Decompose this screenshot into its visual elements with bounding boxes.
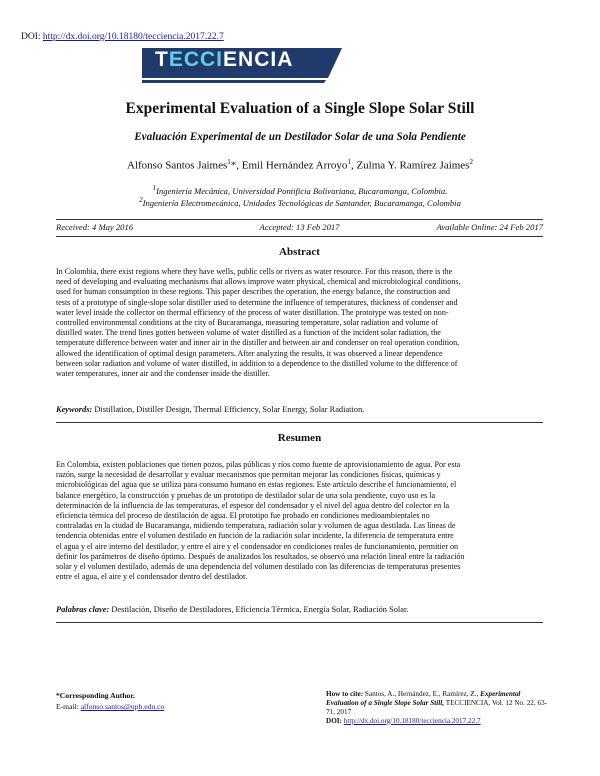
author-email-link[interactable]: alfonso.santos@upb.edu.co bbox=[80, 702, 165, 711]
received-date: Received: 4 May 2016 bbox=[56, 222, 134, 232]
accepted-date: Accepted: 13 Feb 2017 bbox=[259, 222, 340, 232]
abstract-text: In Colombia, there exist regions where they have wells, public cells or rivers as water resource. For this reason, there is the need of developing and evaluating mechanisms that allows improve water physical, chemical and microbiological conditions, used for human consumption in these regions. This paper describes the operation, the energy balance, the construction and tests of a prototype of single-slope solar distiller used to determine the influence of temperatures, thickness of condenser and water level inside the collector on thermal efficiency of the process of water distillation. The prototype was tested on non- controlled environmental conditions at the city of Bucaramanga, measuring temperature, solar radiation and volume of distilled water. The trend lines gotten between volume of water distilled as a function of the incident solar radiation, the temperature difference between water and inner air in the distiller and between air and condenser on real operation condition, allowed the identification of optimal design parameters. After analyzing the results, it was observed a linear dependence between solar radiation and volume of water distilled, in addition to a dependence to the distilled volume to the difference of water temperatures, inner air and the condenser inside the distiller. bbox=[56, 267, 461, 379]
author-name: Zulma Y. Ramírez Jaimes bbox=[356, 159, 470, 172]
dates-row bbox=[56, 222, 543, 232]
divider bbox=[56, 622, 543, 623]
online-date: Available Online: 24 Feb 2017 bbox=[436, 222, 543, 232]
divider bbox=[56, 236, 543, 237]
how-to-cite: How to cite: Santos, A., Hernández, E., Ramírez, Z., Experimental Evaluation of a Single Slope Solar Still, TECCIENCIA, Vol. 12 No. 22, 63-71, 2017 DOI: http://dx.doi.org/10.18180/tecciencia.2017.22.7 bbox=[326, 690, 548, 725]
header-doi-link[interactable]: http://dx.doi.org/10.18180/tecciencia.2017.22.7 bbox=[42, 32, 224, 42]
corresponding-author: *Corresponding Author. E-mail: alfonso.santos@upb.edu.co bbox=[56, 691, 165, 711]
resumen-heading: Resumen bbox=[277, 432, 322, 444]
affiliation-1: $^1$Ingeniería Mecánica, Universidad Pontificia Bolivariana, Bucaramanga, Colombia. bbox=[152, 184, 448, 196]
author-list: Alfonso Santos Jaimes$^1$*, Emil Hernández Arroyo$^1$, Zulma Y. Ramírez Jaimes$^2$ bbox=[127, 158, 473, 172]
abstract-heading: Abstract bbox=[279, 246, 320, 258]
footer-doi-link[interactable]: http://dx.doi.org/10.18180/tecciencia.2017.22.7 bbox=[343, 716, 481, 725]
divider bbox=[56, 422, 543, 423]
header-doi bbox=[21, 32, 224, 42]
header-doi-label: DOI: bbox=[21, 32, 41, 42]
author-name: Emil Hernández Arroyo bbox=[241, 159, 348, 172]
resumen-keywords: Palabras clave: Destilación, Diseño de Destiladores, Eficiencia Térmica, Energía Solar, Radiación Solar. bbox=[56, 605, 409, 614]
journal-logo-text: TECCIENCIA bbox=[155, 48, 294, 71]
author-name: Alfonso Santos Jaimes bbox=[127, 159, 228, 172]
paper-title: Experimental Evaluation of a Single Slope Solar Still bbox=[125, 100, 475, 117]
resumen-text: En Colombia, existen poblaciones que tienen pozos, pilas públicas y ríos como fuente de aprovisionamiento de agua. Por esta razón, surge la necesidad de desarrollar y evaluar mecanismos que permitan mejorar las condiciones físicas, químicas y microbiológicas del agua que se utiliza para consumo humano en estas regiones. Este artículo describe el funcionamiento, el balance energético, la construcción y pruebas de un prototipo de destilador solar de una sola pendiente, cuyo uso es la determinación de la influencia de las temperaturas, el espesor del condensador y el nivel del agua dentro del colector en la eficiencia térmica del proceso de destilación de agua. El prototipo fue probado en condiciones medioambientales no contraladas en la ciudad de Bucaramanga, midiendo temperatura, radiación solar y volumen de agua destilada. Las líneas de tendencia obtenidas entre el volumen destilado en función de la radiación solar incidente, la diferencia de temperatura entre el agua y el aire interno del destilador, y entre el aire y el condensador en condiciones reales de funcionamiento, permitier on definir los parámetros de diseño óptimo. Después de analizados los resultados, se observó una relación lineal entre la radiación solar y el volumen destilado, además de una dependencia del volumen destilado con las diferencias de temperaturas presentes entre el agua, el aire y el condensador dentro del destilador. bbox=[56, 460, 465, 582]
affiliation-2: $^2$Ingeniería Electromecánica, Unidades Tecnológicas de Santander, Bucaramanga, Colombia bbox=[139, 196, 461, 208]
divider bbox=[56, 219, 543, 220]
abstract-keywords: Keywords: Distillation, Distiller Design, Thermal Efficiency, Solar Energy, Solar Radiation. bbox=[56, 405, 365, 414]
paper-subtitle: Evaluación Experimental de un Destilador Solar de una Sola Pendiente bbox=[134, 131, 466, 143]
